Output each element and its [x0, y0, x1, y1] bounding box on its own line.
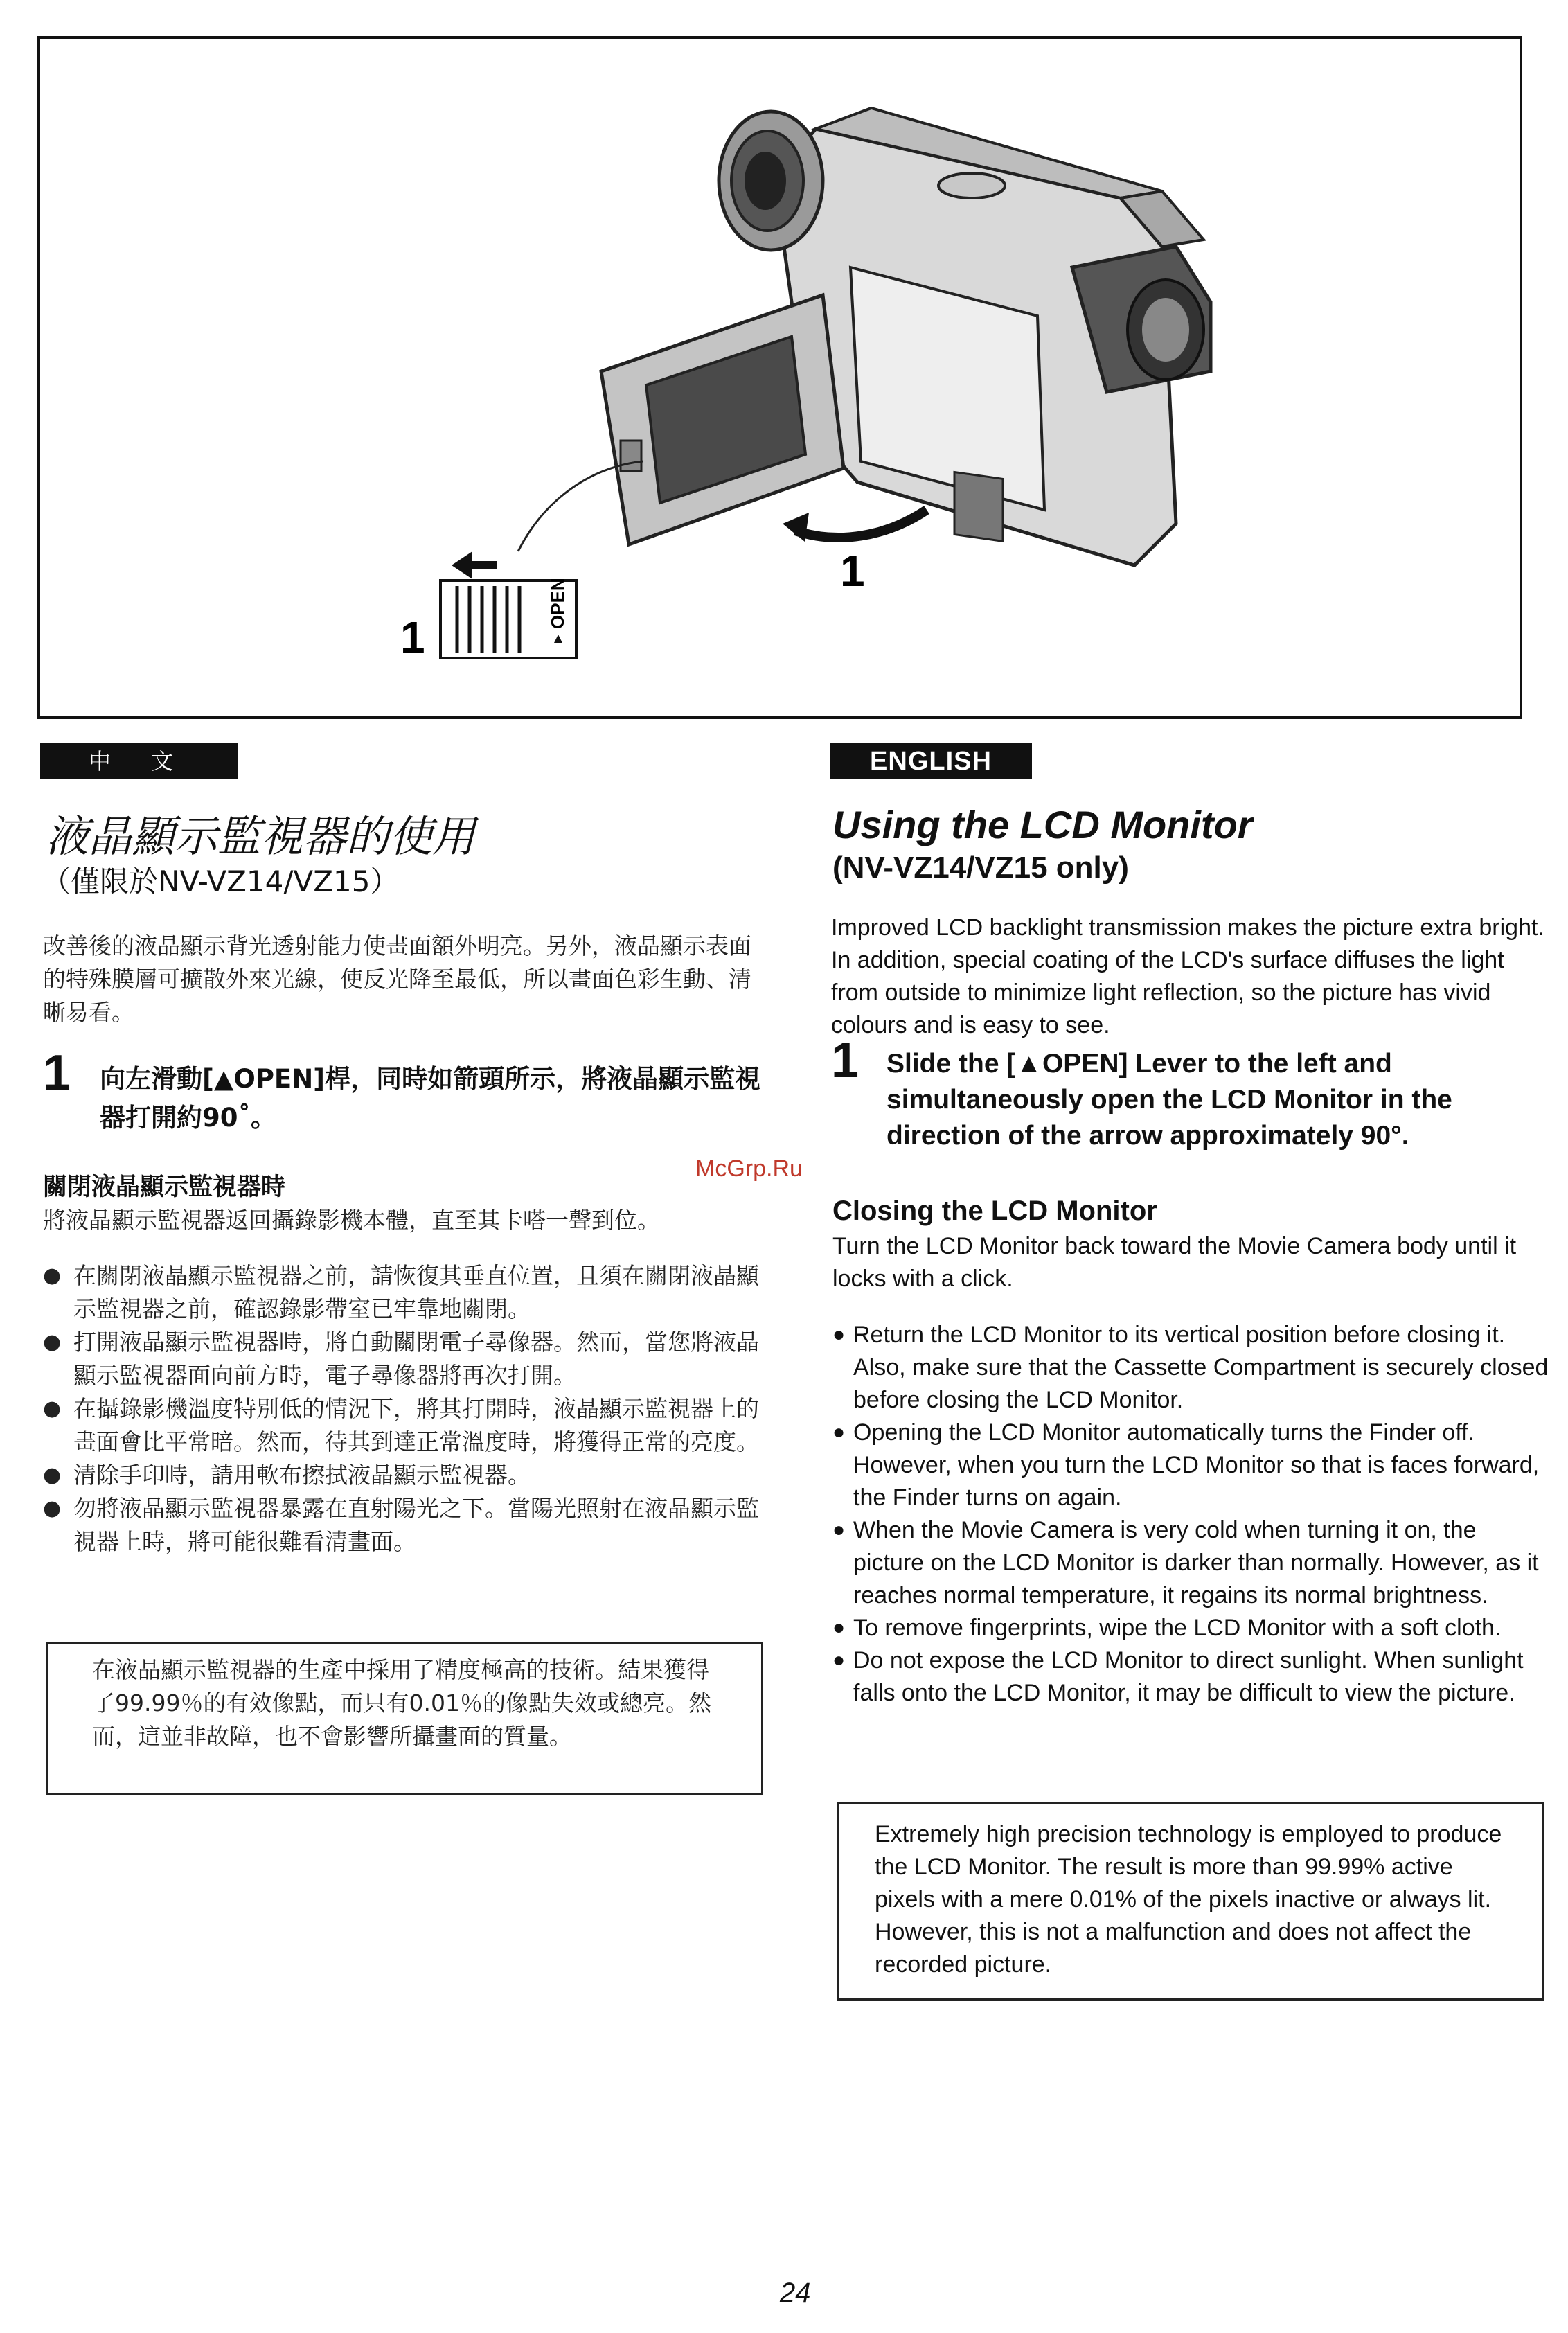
list-item: ● 在關閉液晶顯示監視器之前，請恢復其垂直位置，且須在關閉液晶顯示監視器之前，確認錄影帶室已牢靠地關閉。 — [43, 1259, 770, 1326]
notice-box-chinese: 在液晶顯示監視器的生產中採用了精度極高的技術。結果獲得了99.99％的有效像點，而只有0.01％的像點失效或總亮。然而，這並非故障，也不會影響所攝畫面的質量。 — [46, 1642, 763, 1795]
curved-arrow-icon — [783, 510, 927, 542]
lcd-monitor — [601, 295, 844, 544]
title-chinese: 液晶顯示監視器的使用 — [46, 811, 476, 862]
list-item: ● Opening the LCD Monitor automatically turns the Finder off. However, when you turn the LCD Monitor so that is faces forward, the Finder turns on again. — [832, 1417, 1553, 1514]
left-arrow-icon — [452, 551, 497, 579]
callout-1-right: 1 — [840, 546, 865, 596]
subtitle-chinese: （僅限於NV-VZ14/VZ15） — [42, 864, 400, 898]
list-item: ● Do not expose the LCD Monitor to direct sunlight. When sunlight falls onto the LCD Monitor, it may be difficult to view the picture. — [832, 1644, 1553, 1710]
intro-english: Improved LCD backlight transmission makes the picture extra bright. In addition, special coating of the LCD's surface diffuses the light from outside to minimize light reflection, so the picture has vivid colours and is easy to see. — [831, 914, 1544, 1038]
list-item: ● 在攝錄影機溫度特別低的情況下，將其打開時，液晶顯示監視器上的畫面會比平常暗。然而，待其到達正常溫度時，將獲得正常的亮度。 — [43, 1392, 770, 1459]
step-number-english: 1 — [831, 1033, 859, 1088]
camcorder-figure — [37, 36, 1522, 719]
bullet-icon: ● — [832, 1649, 846, 1671]
closing-heading-english: Closing the LCD Monitor — [832, 1196, 1157, 1226]
bullet-list-chinese — [43, 1259, 770, 1559]
closing-heading-chinese: 關閉液晶顯示監視器時 — [43, 1173, 286, 1201]
camcorder-illustration — [40, 39, 1520, 716]
bullet-list-english — [832, 1319, 1553, 1710]
bullet-icon: ● — [43, 1330, 62, 1354]
watermark: McGrp.Ru — [695, 1155, 803, 1182]
closing-body-chinese: 將液晶顯示監視器返回攝錄影機本體，直至其卡嗒一聲到位。 — [43, 1207, 660, 1234]
bullet-icon: ● — [832, 1323, 846, 1346]
tab-english: ENGLISH — [830, 743, 1032, 779]
bullet-icon: ● — [832, 1421, 846, 1444]
title-english: Using the LCD Monitor — [832, 803, 1253, 846]
tab-chinese: 中 文 — [40, 743, 238, 779]
intro-chinese: 改善後的液晶顯示背光透射能力使畫面額外明亮。另外，液晶顯示表面的特殊膜層可擴散外來光線，使反光降至最低，所以畫面色彩生動、清晰易看。 — [43, 932, 751, 1026]
notice-box-english: Extremely high precision technology is employed to produce the LCD Monitor. The result is more than 99.99% active pixels with a mere 0.01% of the pixels inactive or always lit. However, this is not a malfunction and does not affect the recorded picture. — [837, 1802, 1544, 2001]
bullet-icon: ● — [43, 1263, 62, 1288]
page-number: 24 — [780, 2278, 811, 2308]
bullet-icon: ● — [832, 1616, 846, 1639]
list-item: ● When the Movie Camera is very cold when turning it on, the picture on the LCD Monitor is darker than normally. However, as it reaches normal temperature, it regains its normal brightness. — [832, 1514, 1553, 1612]
open-lever-icon — [440, 578, 576, 658]
step-number-chinese: 1 — [43, 1045, 71, 1101]
list-item: ● 勿將液晶顯示監視器暴露在直射陽光之下。當陽光照射在液晶顯示監視器上時，將可能很難看清畫面。 — [43, 1492, 770, 1559]
closing-body-english: Turn the LCD Monitor back toward the Movie Camera body until it locks with a click. — [832, 1233, 1517, 1292]
open-lever-label: OPEN — [547, 578, 568, 629]
list-item: ● Return the LCD Monitor to its vertical position before closing it. Also, make sure that the Cassette Compartment is securely closed before closing the LCD Monitor. — [832, 1319, 1553, 1417]
bullet-icon: ● — [43, 1463, 62, 1487]
callout-1-left: 1 — [400, 612, 425, 662]
list-item: ● 打開液晶顯示監視器時，將自動關閉電子尋像器。然而，當您將液晶顯示監視器面向前方時，電子尋像器將再次打開。 — [43, 1326, 770, 1392]
bullet-icon: ● — [43, 1396, 62, 1421]
step-text-english: Slide the [▲OPEN] Lever to the left and simultaneously open the LCD Monitor in the direction of the arrow approximately 90°. — [887, 1049, 1452, 1151]
list-item: ● To remove fingerprints, wipe the LCD Monitor with a soft cloth. — [832, 1612, 1553, 1644]
subtitle-english: (NV-VZ14/VZ15 only) — [832, 851, 1129, 885]
step-text-chinese: 向左滑動[▲OPEN]桿，同時如箭頭所示，將液晶顯示監視器打開約90˚。 — [100, 1064, 761, 1133]
list-item: ● 清除手印時，請用軟布擦拭液晶顯示監視器。 — [43, 1459, 770, 1492]
bullet-icon: ● — [832, 1518, 846, 1541]
bullet-icon: ● — [43, 1496, 62, 1520]
